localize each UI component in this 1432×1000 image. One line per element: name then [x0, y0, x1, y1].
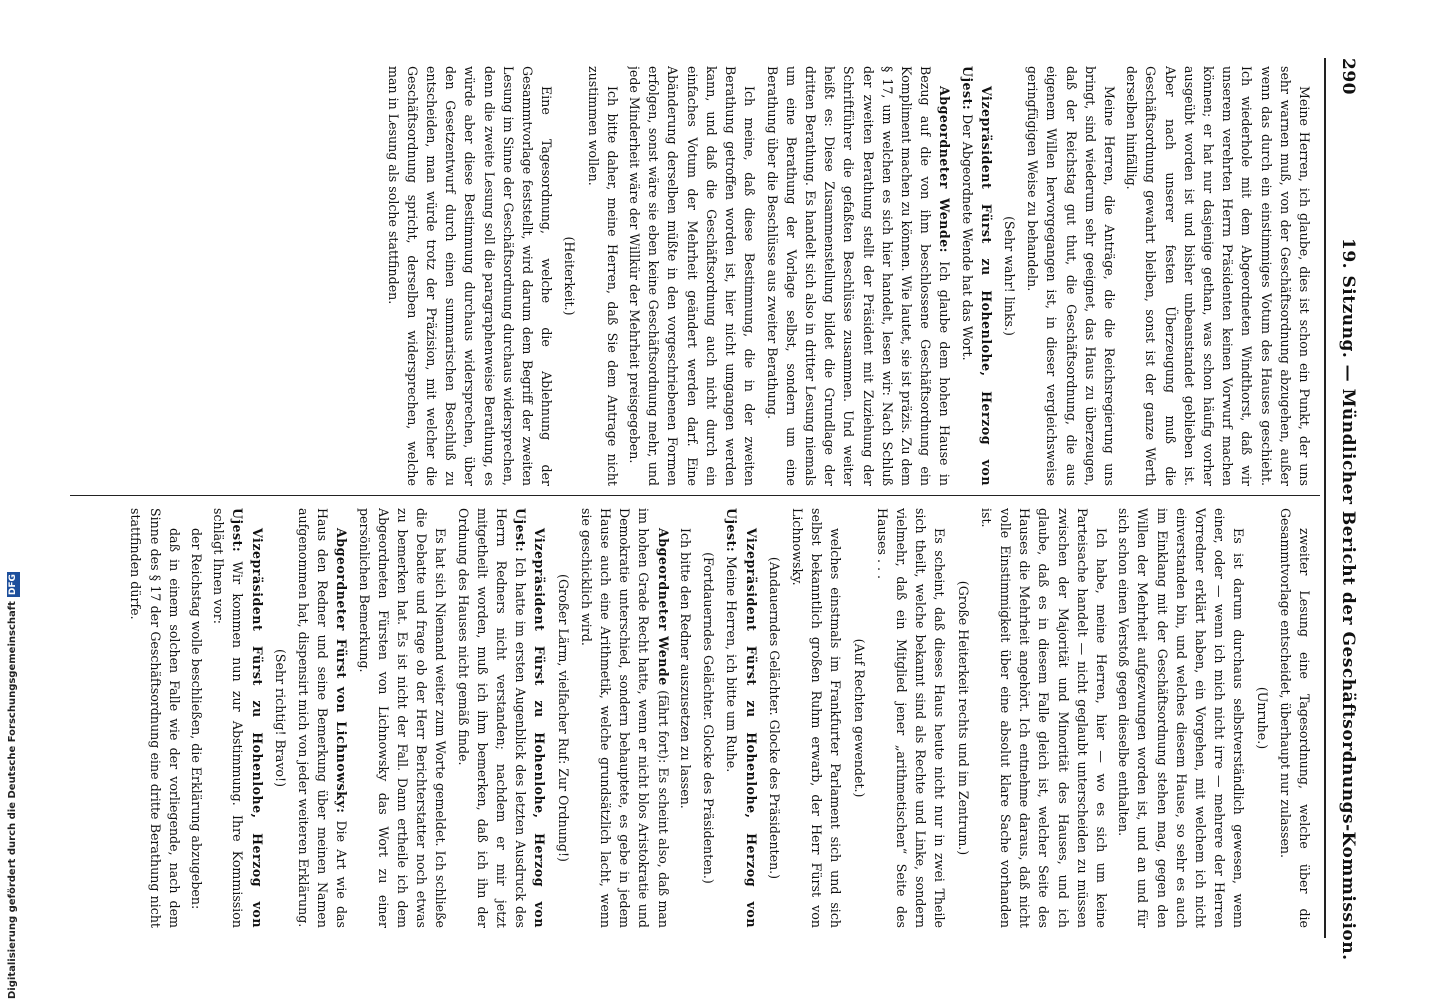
speech-paragraph [294, 508, 352, 928]
paragraph: zweiter Lesung eine Tagesordnung, welche über die Gesammtvorlage entscheidet, überhaupt nur zulassen. [1277, 508, 1312, 928]
speech-paragraph [209, 508, 267, 928]
stage-remark: (Unruhe.) [1254, 686, 1270, 750]
speech-text: Der Abgeordnete Wende hat das Wort. [959, 114, 975, 361]
speech-text: Meine Herren, ich bitte um Ruhe. [724, 556, 740, 773]
paragraph: Es hat sich Niemand weiter zum Worte gemeldet. Ich schließe die Debatte und frage ob der Herr Berichterstatter noch etwas zu bemerken hat. Es ist nicht der Fall. Dann ertheile ich dem Abgeordneten Fürsten von Lichnowsky das Wort zu einer persönlichen Bemerkung. [356, 508, 449, 928]
paragraph: Ich meine, daß diese Bestimmung, die in der zweiten Berathung getroffen worden ist, hier nicht umgangen werden kann, und daß die Geschäftsordnung auch nicht durch ein einfaches Votum der Mehrheit geändert werden darf. Eine Abänderung derselben müßte in den vorgeschriebenen Formen erfolgen, sonst wäre sie eben keine Geschäftsordnung mehr, und jede Minderheit wäre der Willkür der Mehrheit preisgegeben. [627, 66, 758, 486]
stage-remark: (Andauerndes Gelächter. Glocke des Präsidenten.) [766, 556, 782, 880]
speech-paragraph [957, 66, 995, 486]
speech-text: (fährt fort): Es scheint also, daß man im hohen Grade Recht hatte, wenn er nicht blos Aristokratie und Demokratie unterschied, sondern behauptete, es gebe in jedem Hause auch eine Arithmetik, welche grundsätzlich lacht, wenn sie geschicklich wird. [578, 508, 671, 928]
column-divider [70, 495, 1320, 496]
stage-remark: (Große Heiterkeit rechts und im Zentrum.) [955, 580, 971, 856]
speech-paragraph [762, 66, 954, 486]
page-running-title: 19. Sitzung. — Mündlicher Bericht der Geschäftsordnungs-Kommission. [1338, 238, 1358, 961]
paragraph: Ich bitte daher, meine Herren, daß Sie dem Antrage nicht zustimmen wollen. [585, 66, 620, 486]
speaker-name: Vizepräsident Fürst zu Hohenlohe, Herzog von Ujest: [724, 508, 759, 928]
paragraph: Es ist darum durchaus selbstverständlich gewesen, wenn einer, oder — wenn ich mich nicht irre — mehrere der Herren Vorredner erklärt haben, ein Vorgehen, mit welchem ich nicht einverstanden bin, und welches diesem Hause, so sehr es auch im Einklang mit der Geschäftsordnung stehen mag, gegen den Willen der Mehrheit aufgezwungen worden ist, und an und für sich schon einen Verstoß gegen dieselbe enthalten. [1116, 508, 1247, 928]
speaker-name: Abgeordneter Wende: [937, 86, 953, 253]
speaker-name: Vizepräsident Fürst zu Hohenlohe, Herzog von Ujest: [230, 508, 265, 928]
paragraph: Ich bitte den Redner auszusetzen zu lassen. [677, 528, 693, 809]
speech-text: Ich glaube dem hohen Hause in Bezug auf die von ihm beschlossene Geschäftsordnung ein Kompliment machen zu können. Wie lautet, sie ist präzis. Zu dem § 17, um welchen es sich hier handelt, lesen wir: Nach Schluß der zweiten Berathung stellt der Präsident mit Zuziehung der Schriftführer die gefaßten Beschlüsse zusammen. Und weiter heißt es: Diese Zusammenstellung bildet die Grundlage der dritten Berathung. Es handelt sich also in dritter Lesung niemals um eine Berathung der Vorlage selbst, sondern um eine Berathung über die Beschlüsse aus zweiter Berathung. [764, 66, 953, 486]
speaker-name: Abgeordneter Wende [655, 528, 671, 686]
digitization-credit [6, 574, 19, 999]
paragraph: der Reichstag wolle beschließen, die Erklärung abzugeben: [189, 528, 205, 910]
paragraph: Meine Herren, ich glaube, dies ist schon ein Punkt, der uns sehr warnen muß, von der Geschäftsordnung abzugehen, außer wenn das durch ein einstimmiges Votum des Hauses geschieht. Ich wiederhole mit dem Abgeordneten Windthorst, daß wir unserem verehrten Herrn Präsidenten keinen Vorwurf machen können; er hat nur dasjenige gethan, was schon häufig vorher ausgeübt worden ist und bisher unbeanstandet geblieben ist. Aber nach unserer festen Überzeugung muß die Geschäftsordnung gewahrt bleiben, sonst ist der ganze Werth derselben hinfällig. [1124, 66, 1312, 486]
speaker-name: Abgeordneter Fürst von Lichnowsky: [334, 528, 350, 814]
stage-remark: (Großer Lärm, vielfacher Ruf: Zur Ordnung!) [555, 574, 571, 862]
stage-remark: (Heiterkeit.) [562, 236, 578, 316]
right-column [74, 508, 1314, 928]
paragraph: Ich habe, meine Herren, hier — wo es sich um keine Parteisache handelt — nicht geglaubt unterscheiden zu müssen zwischen der Majorität und Minorität des Hauses, und ich glaube, daß es in diesem Falle gleich ist, welcher Seite des Hauses die Mehrheit angehört. Ich entnehme daraus, daß nicht volle Einstimmigkeit über eine absolut klare Sache vorhanden ist. [978, 508, 1109, 928]
dfg-logo: DFG [8, 574, 18, 596]
speech-text: Ich hatte im ersten Augenblick des letzten Ausdruck des Herrn Redners nicht verstanden; nachdem er mir jetzt mitgetheilt worden, muß ich ihm bemerken, daß ich ihn der Ordnung des Hauses nicht gemäß finde. [455, 508, 529, 928]
page-number: 290 [1338, 58, 1358, 95]
speech-text: Die Art wie das Haus den Redner und seine Bemerkung über meinen Namen aufgenommen hat, dispensirt mich von jeder weiteren Erklärung. [296, 508, 350, 928]
speaker-name: Vizepräsident Fürst zu Hohenlohe, Herzog von Ujest: [959, 66, 994, 486]
paragraph: Eine Tagesordnung, welche die Ablehnung der Gesammtvorlage feststellt, wird darum dem Begriff der zweiten Lesung im Sinne der Geschäftsordnung durchaus widersprechen, denn die zweite Lesung soll die paragraphenweise Berathung, es würde aber diese Bestimmung durchaus widersprechen, über den Gesetzentwurf durch einen summarischen Beschluß zu entscheiden, man würde trotz der Präzision, mit welcher die Geschäftsordnung spricht, derselben widersprechen, welche man in Lesung als solche stattfinden. [385, 66, 555, 486]
stage-remark: (Fortdauerndes Gelächter. Glocke des Präsidenten.) [701, 552, 717, 884]
stage-remark: (Sehr wahr! links.) [1001, 216, 1017, 336]
speech-paragraph [453, 508, 549, 928]
speech-paragraph [722, 508, 760, 928]
stage-remark: (Sehr richtig! Bravo!) [272, 648, 288, 787]
speaker-name: Vizepräsident Fürst zu Hohenlohe, Herzog von Ujest: [513, 508, 548, 928]
speech-paragraph [577, 508, 673, 928]
stage-remark: (Auf Rechten gewendet.) [851, 638, 867, 798]
paragraph: Meine Herren, die Anträge, die die Reichsregierung uns bringt, sind wiederum sehr geeignet, das Haus zu überzeugen, daß der Reichstag gut thut, die Geschäftsordnung, die aus eigenem Willen hervorgegangen ist, in dieser vergleichsweise geringfügigen Weise zu behandeln. [1025, 66, 1117, 486]
paragraph: Es scheint, daß dieses Haus heute nicht nur in zwei Theile sich theilt, welche bekannt sind als Rechte und Linke, sondern vielmehr, daß ein Mitglied jener „arithmetischen“ Seite des Hauses . . . [874, 508, 948, 928]
paragraph: welches einstmals im Frankfurter Parlament sich und sich selbst bekanntlich großen Ruhm erwarb, der Herr Fürst von Lichnowsky. [789, 508, 844, 928]
header-rule [1324, 58, 1326, 938]
credit-text: Digitalisierung gefördert durch die Deutsche Forschungsgemeinschaft [7, 601, 18, 999]
speech-text: Wir kommen nun zur Abstimmung. Ihre Kommission schlägt Ihnen vor: [211, 508, 246, 928]
credit-text-wrap [6, 574, 19, 999]
left-column [74, 66, 1314, 486]
paragraph: daß in einem solchen Falle wie der vorliegende, nach dem Sinne des § 17 der Geschäftsordnung eine dritte Berathung nicht stattfinden dürfe. [128, 508, 182, 928]
page-header [1328, 58, 1362, 961]
